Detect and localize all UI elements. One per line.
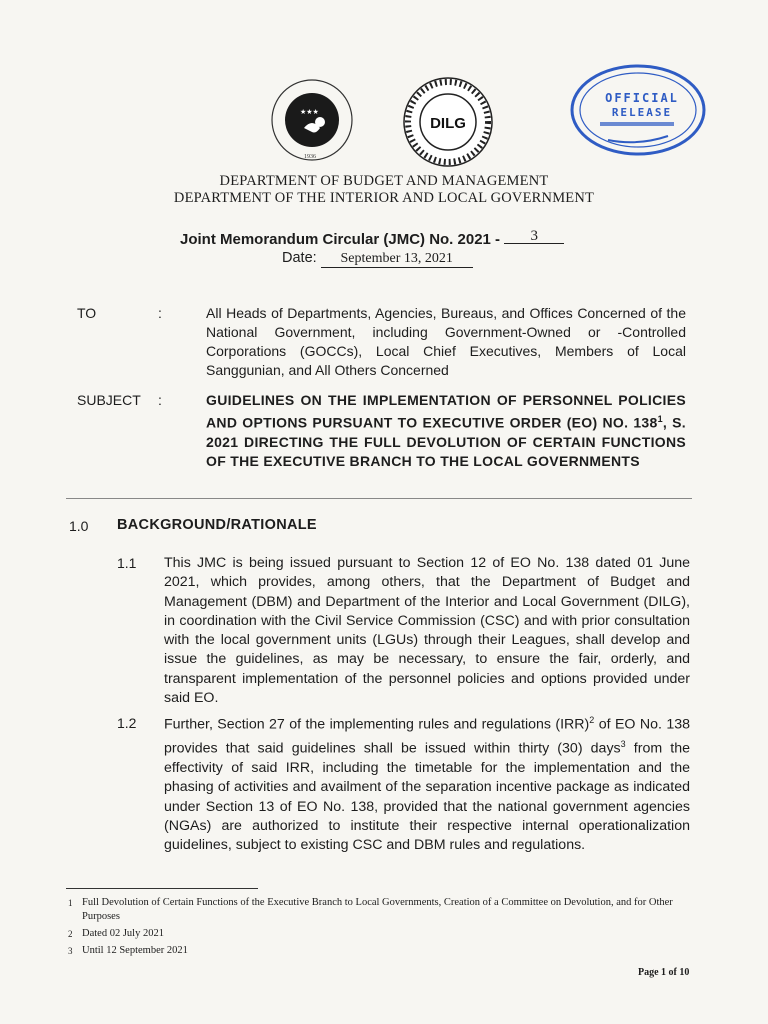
footnote-2-text: Dated 02 July 2021 [82,928,164,939]
footnote-ref-2: 2 [589,715,595,725]
footnote-3-text: Until 12 September 2021 [82,945,188,956]
paragraph-1: This JMC is being issued pursuant to Section 12 of EO No. 138 dated 01 June 2021, which provides, among others, that the Department of Budget and Management (DBM) and Department of the Interior and Local Government (DILG), in coordination with the Civil Service Commission (CSC) and with prior consultation with the local government units (LGUs) through their Leagues, shall develop and issue the guidelines, as may be necessary, to ensure the fair, orderly, and transparent implementation of the personnel policies and options provided under said EO. [164,555,690,707]
jmc-title-text: Joint Memorandum Circular (JMC) No. 2021 - [180,231,501,248]
paragraph-2-number: 1.2 [117,715,137,731]
date-line [282,250,473,268]
svg-text:DILG: DILG [430,115,466,132]
paragraph-2-text-c: from the effectivity of said IRR, including the timetable for the implementation and the phasing of activities and availment of the separation incentive package as indicated under Section 13 of EO No. 138, provided that the national government agencies (NGAs) are authorized to institute their respective internal operationalization guidelines, subject to existing CSC and DBM rules and regulations. [164,740,691,854]
section-number: 1.0 [69,518,89,534]
subject-label: SUBJECT [77,392,141,408]
svg-text:1936: 1936 [304,154,316,160]
to-label: TO [77,305,97,321]
dbm-seal-logo [270,78,354,162]
dilg-seal-logo [402,76,494,168]
jmc-title [180,228,564,248]
footnote-ref-3: 3 [620,739,626,750]
footnote-1-text: Full Devolution of Certain Functions of the Executive Branch to Local Governments, Creation of a Committee on Devolution, and for Other Purposes [82,897,673,922]
jmc-number: 3 [504,229,564,244]
page-number: Page 1 of 10 [638,967,690,978]
paragraph-2 [164,711,690,856]
footnote-2-mark: 2 [68,929,73,939]
subject-text-a: GUIDELINES ON THE IMPLEMENTATION OF PERSONNEL POLICIES AND OPTIONS PURSUANT TO EXECUTIVE ORDER (EO) NO. 138 [206,392,686,431]
subject-text-b: , S. 2021 DIRECTING THE FULL DEVOLUTION OF CERTAIN FUNCTIONS OF THE EXECUTIVE BRANCH TO THE LOCAL GOVERNMENTS [206,414,686,469]
svg-text:★★★: ★★★ [300,108,319,116]
divider [66,498,692,499]
paragraph-2-text-b: of EO No. 138 provides that said guidelines shall be issued within thirty (30) days [164,716,690,757]
svg-text:RELEASE: RELEASE [611,106,673,119]
dept-dbm-heading: DEPARTMENT OF BUDGET AND MANAGEMENT [219,173,549,189]
to-recipients: All Heads of Departments, Agencies, Bureaus, and Offices Concerned of the National Government, including Government-Owned or -Controlled Corporations (GOCCs), Local Chief Executives, Members of Local Sanggunian, and All Others Concerned [206,305,686,378]
footnote-1 [68,896,698,924]
date-label: Date: [282,250,317,266]
svg-text:OFFICIAL: OFFICIAL [605,91,679,105]
subject-colon: : [158,392,162,408]
paragraph-1-number: 1.1 [117,555,137,571]
footnote-3 [68,944,698,958]
to-colon: : [158,305,162,321]
dept-dilg-heading: DEPARTMENT OF THE INTERIOR AND LOCAL GOVERNMENT [173,190,595,206]
footnote-rule [66,888,258,889]
official-release-stamp [568,62,708,158]
date-value: September 13, 2021 [321,251,473,268]
footnote-2 [68,927,698,941]
footnote-1-mark: 1 [68,898,73,908]
subject-text [206,391,686,471]
footnote-ref-1: 1 [657,414,663,424]
section-title: BACKGROUND/RATIONALE [117,517,317,533]
paragraph-2-text-a: Further, Section 27 of the implementing rules and regulations (IRR) [164,716,590,733]
footnote-3-mark: 3 [68,946,73,956]
